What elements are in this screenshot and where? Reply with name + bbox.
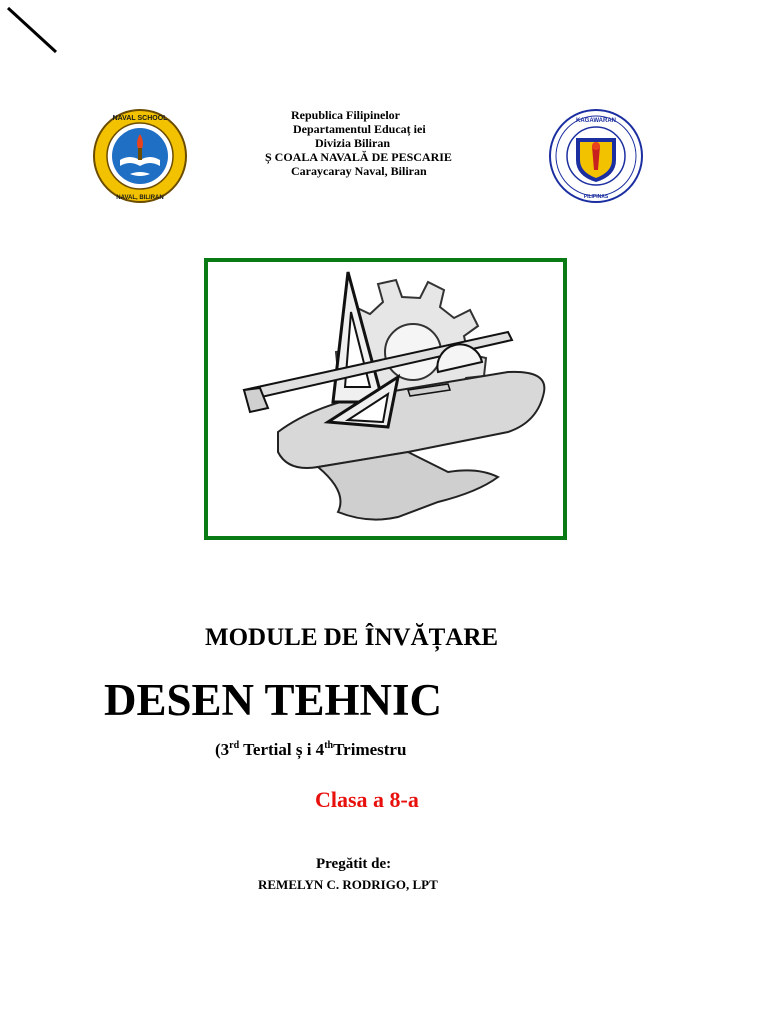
class-label: Clasa a 8-a [315,787,419,812]
main-title: DESEN TEHNIC [104,675,443,725]
header-address: Caraycaray Naval, Biliran [291,164,427,178]
institution-header [255,108,485,178]
technical-drawing-illustration [208,262,563,536]
svg-text:KAGAWARAN: KAGAWARAN [576,118,616,124]
department-education-seal [546,108,646,204]
svg-text:NAVAL, BILIRAN: NAVAL, BILIRAN [116,195,164,201]
term-sup-th: th [324,740,334,751]
term-mid: Tertial ș i 4 [239,740,325,759]
corner-slash-mark [0,0,70,60]
naval-school-logo [90,108,190,204]
header-department: Departamentul Educaț iei [293,122,426,136]
term-line [215,740,406,760]
header-school: Ș COALA NAVALĂ DE PESCARIE [265,150,452,164]
svg-text:PILIPINAS: PILIPINAS [583,194,609,200]
header-division: Divizia Biliran [315,136,390,150]
header-country: Republica Filipinelor [291,108,401,122]
term-sup-rd: rd [229,740,240,751]
author-name: REMELYN C. RODRIGO, LPT [258,877,438,892]
term-open: (3 [215,740,230,759]
module-title: MODULE DE ÎNVĂȚARE [205,624,499,651]
illustration-frame [204,258,567,540]
svg-text:NAVAL SCHOOL: NAVAL SCHOOL [112,115,168,122]
term-end: Trimestru [333,740,407,759]
prepared-by-label: Pregătit de: [316,856,392,872]
